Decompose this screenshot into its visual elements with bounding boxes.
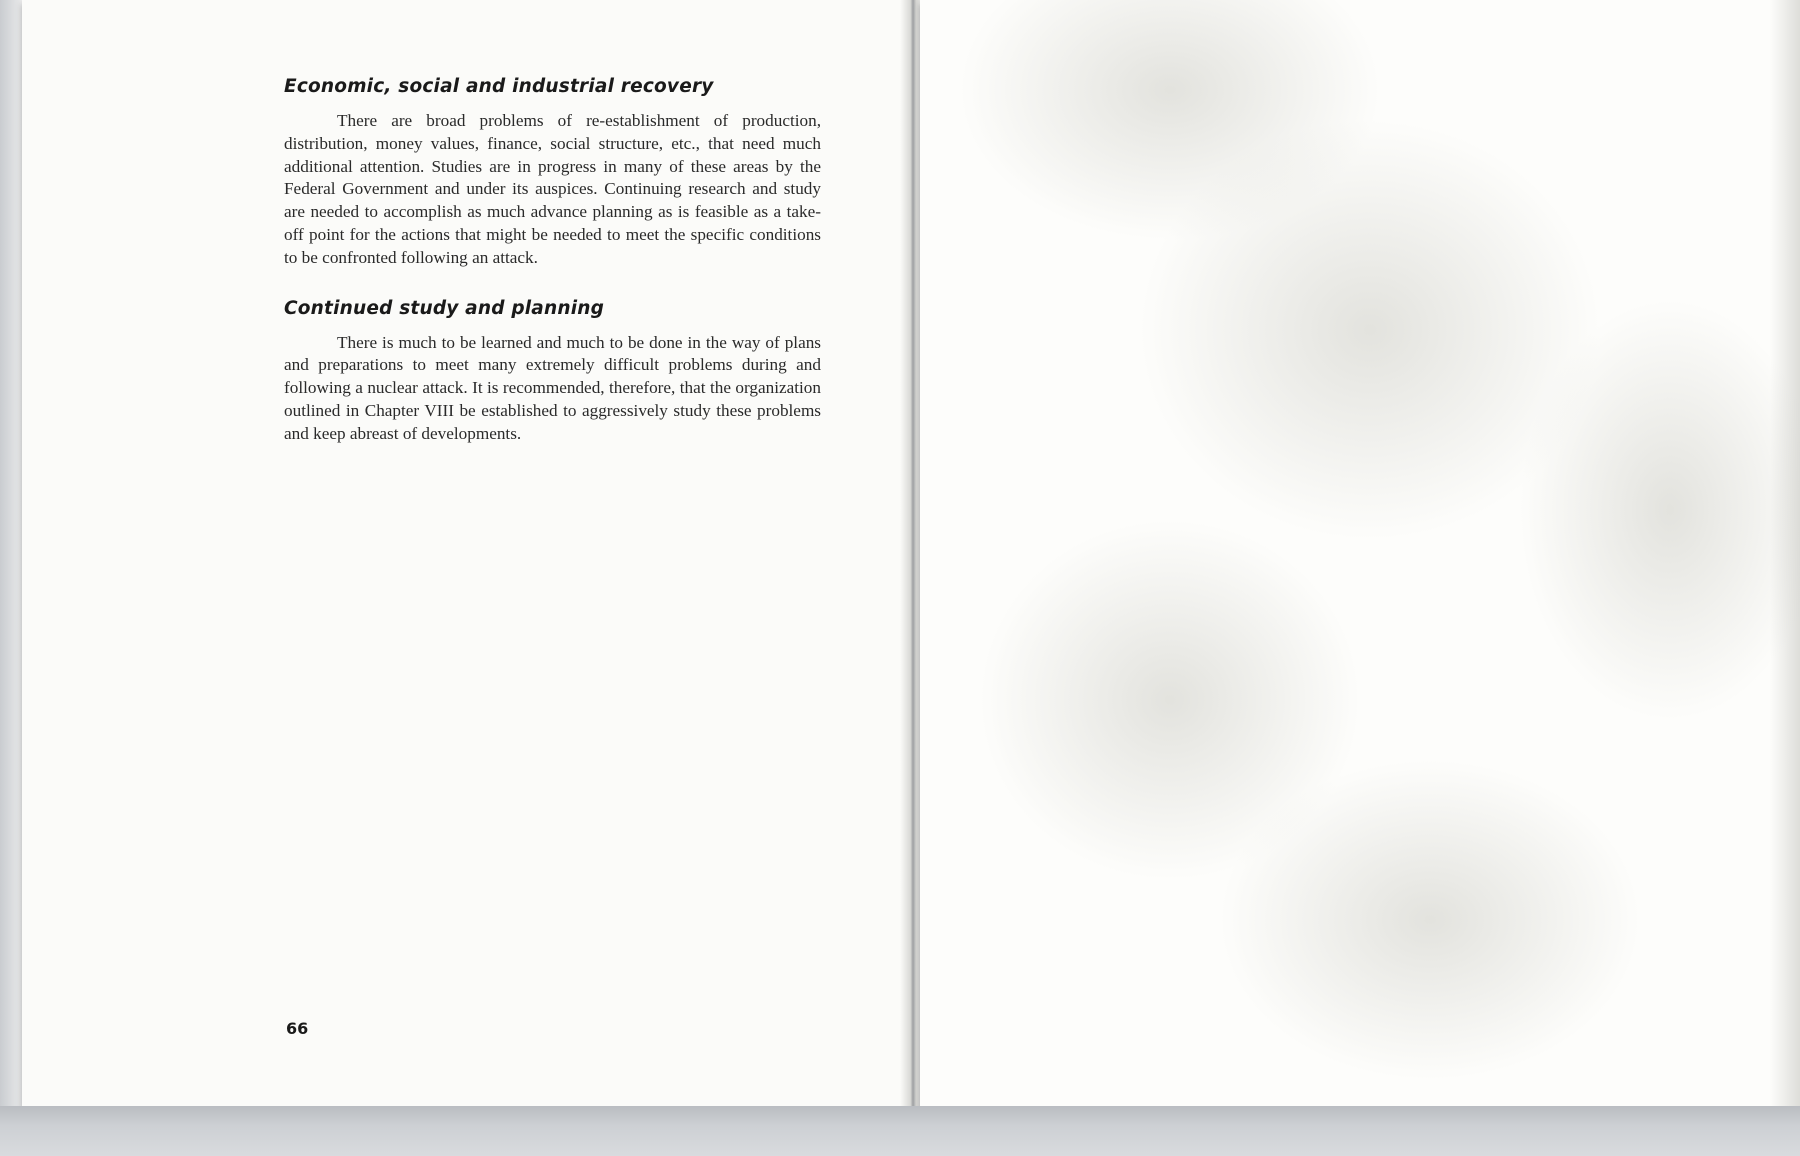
section-heading-continued-study: Continued study and planning [284,297,605,319]
scanner-bed-bottom [0,1106,1800,1156]
show-through-blot [1220,760,1640,1080]
left-page [22,0,914,1106]
section-paragraph-continued-study: There is much to be learned and much to be done in the way of plans and preparations to meet many extremely difficult problems during and following a nuclear attack. It is recommended, therefore, that the organization outlined in Chapter VIII be established to aggressively study these problems and keep abreast of developments. [284,332,821,443]
section-heading-economic-recovery: Economic, social and industrial recovery [284,76,714,97]
show-through-blot [1520,300,1800,720]
page-number: 66 [286,1019,309,1038]
right-page-blank [920,0,1800,1112]
left-page-content [284,76,821,446]
section-paragraph-economic-recovery: There are broad problems of re-establishment of production, distribution, money values, finance, social structure, etc., that need much additional attention. Studies are in progress in many of these areas by the Federal Government and under its auspices. Continuing research and study are needed to accomplish as much advance planning as is feasible as a take-off point for the actions that might be needed to meet the specific conditions to be confronted following an attack. [284,111,821,267]
right-page-edge-shadow [1770,0,1800,1112]
